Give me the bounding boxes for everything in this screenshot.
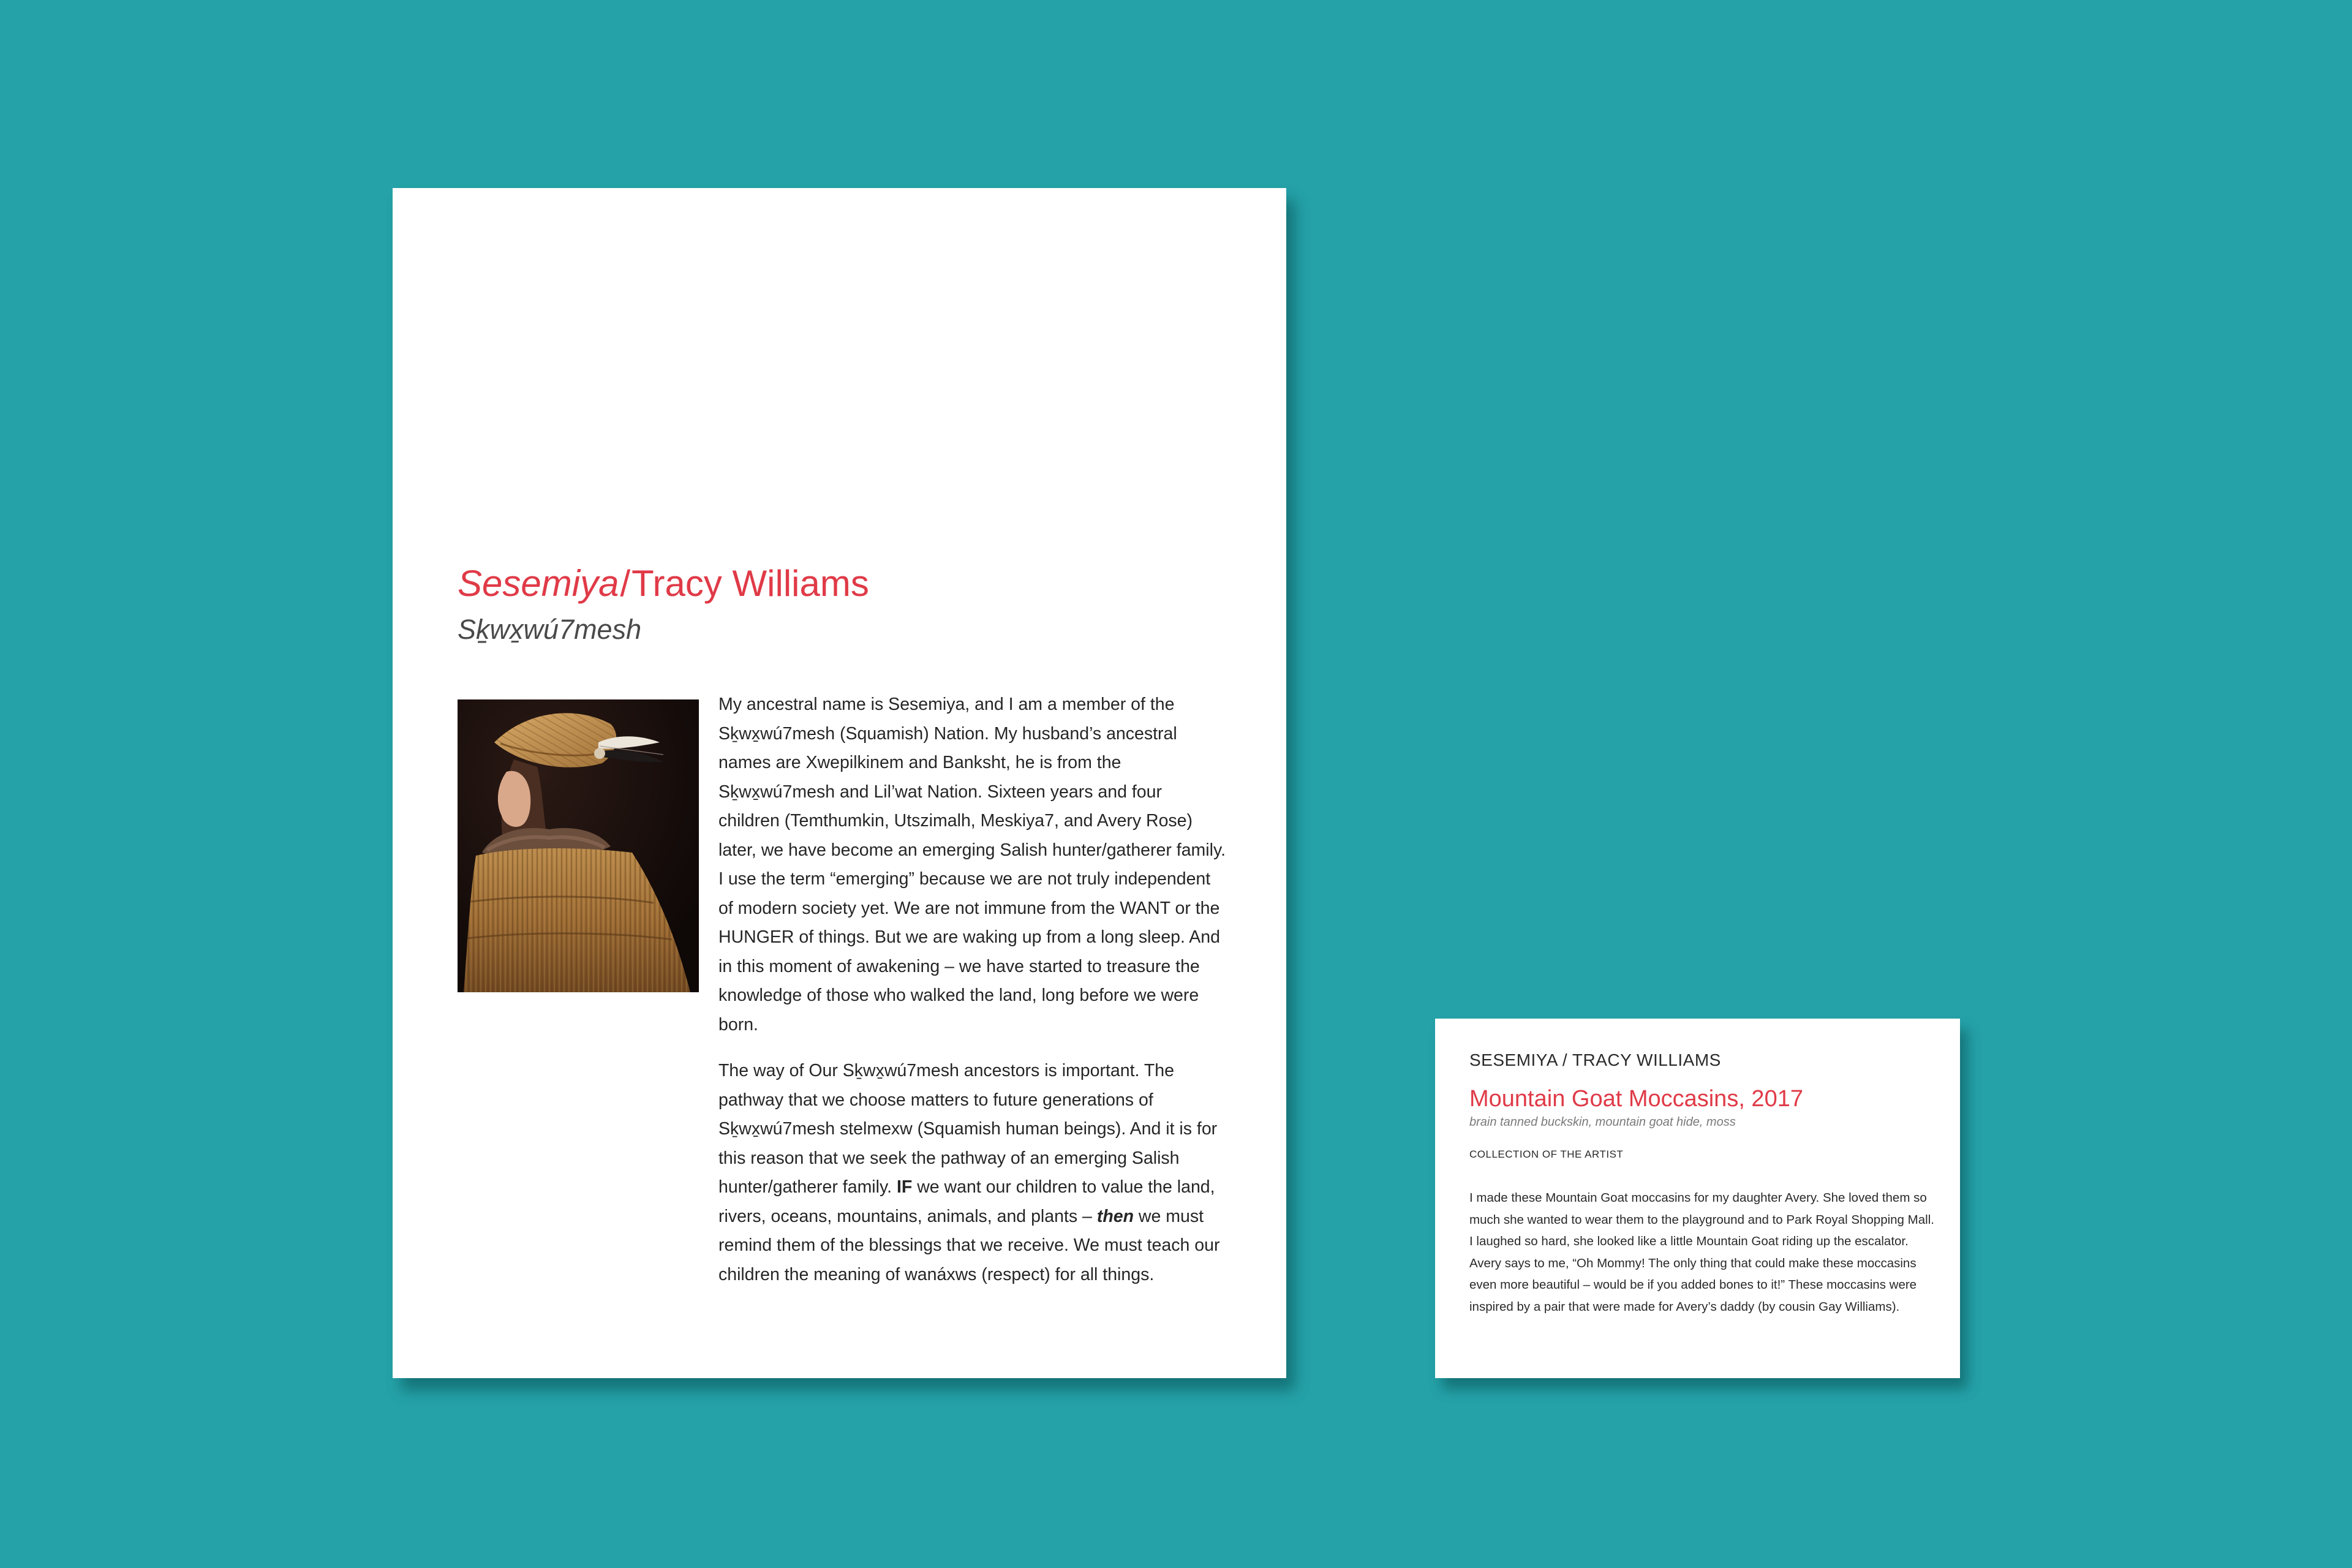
artwork-collection: COLLECTION OF THE ARTIST (1469, 1148, 1624, 1160)
portrait-illustration (458, 699, 699, 992)
bio-paragraph (718, 1057, 1227, 1289)
artwork-materials: brain tanned buckskin, mountain goat hide, moss (1469, 1115, 1736, 1129)
bio-paragraph: My ancestral name is Sesemiya, and I am a member of the Sḵwx̱wú7mesh (Squamish) Nation. My husband’s ancestral names are Xwepilkinem and Banksht, he is from the Sḵwx̱wú7mesh and Lil’wat Nation. Sixteen years and four children (Temthumkin, Utszimalh, Meskiya7, and Avery Rose) later, we have become an emerging Salish hunter/gatherer family. I use the term “emerging” because we are not truly independent of modern society yet. We are not immune from the WANT or the HUNGER of things. But we are waking up from a long sleep. And in this moment of awakening – we have started to treasure the knowledge of those who walked the land, long before we were born. (718, 695, 1226, 1035)
bio-emphasis-then: then (1096, 1206, 1134, 1226)
artwork-label-card (1435, 1019, 1960, 1378)
bio-text: we must remind them of the blessings that we receive. We must teach our children the meaning of wanáxws (respect) for all things. (718, 1206, 1220, 1284)
title-separator: / (620, 563, 631, 604)
artist-bio (718, 690, 1227, 1306)
artist-bio-panel (393, 188, 1286, 1378)
nation-subtitle: Sḵwx̱wú7mesh (458, 614, 642, 645)
artist-ancestral-name: Sesemiya (458, 563, 619, 604)
bio-text: we want our children to value the land, rivers, oceans, mountains, animals, and plants – (718, 1177, 1215, 1226)
bio-emphasis-if: IF (896, 1177, 913, 1197)
bio-text: The way of Our Sḵwx̱wú7mesh ancestors is important. The pathway that we choose matters to future generations of Sḵwx̱wú7mesh stelmexw (Squamish human beings). And it is for this reason that we seek the pathway of an emerging Salish hunter/gatherer family. (718, 1061, 1218, 1197)
artist-name: Tracy Williams (631, 563, 869, 604)
artist-title (458, 564, 869, 604)
label-artist-name: SESEMIYA / TRACY WILLIAMS (1469, 1050, 1721, 1069)
artist-portrait (458, 699, 699, 992)
artwork-title: Mountain Goat Moccasins, 2017 (1469, 1086, 1803, 1112)
artwork-description: I made these Mountain Goat moccasins for my daughter Avery. She loved them so much she wanted to wear them to the playground and to Park Royal Shopping Mall. I laughed so hard, she looked like a little Mountain Goat riding up the escalator. Avery says to me, “Oh Mommy! The only thing that could make these moccasins even more beautiful – would be if you added bones to it!” These moccasins were inspired by a pair that were made for Avery’s daddy (by cousin Gay Williams). (1469, 1191, 1934, 1314)
